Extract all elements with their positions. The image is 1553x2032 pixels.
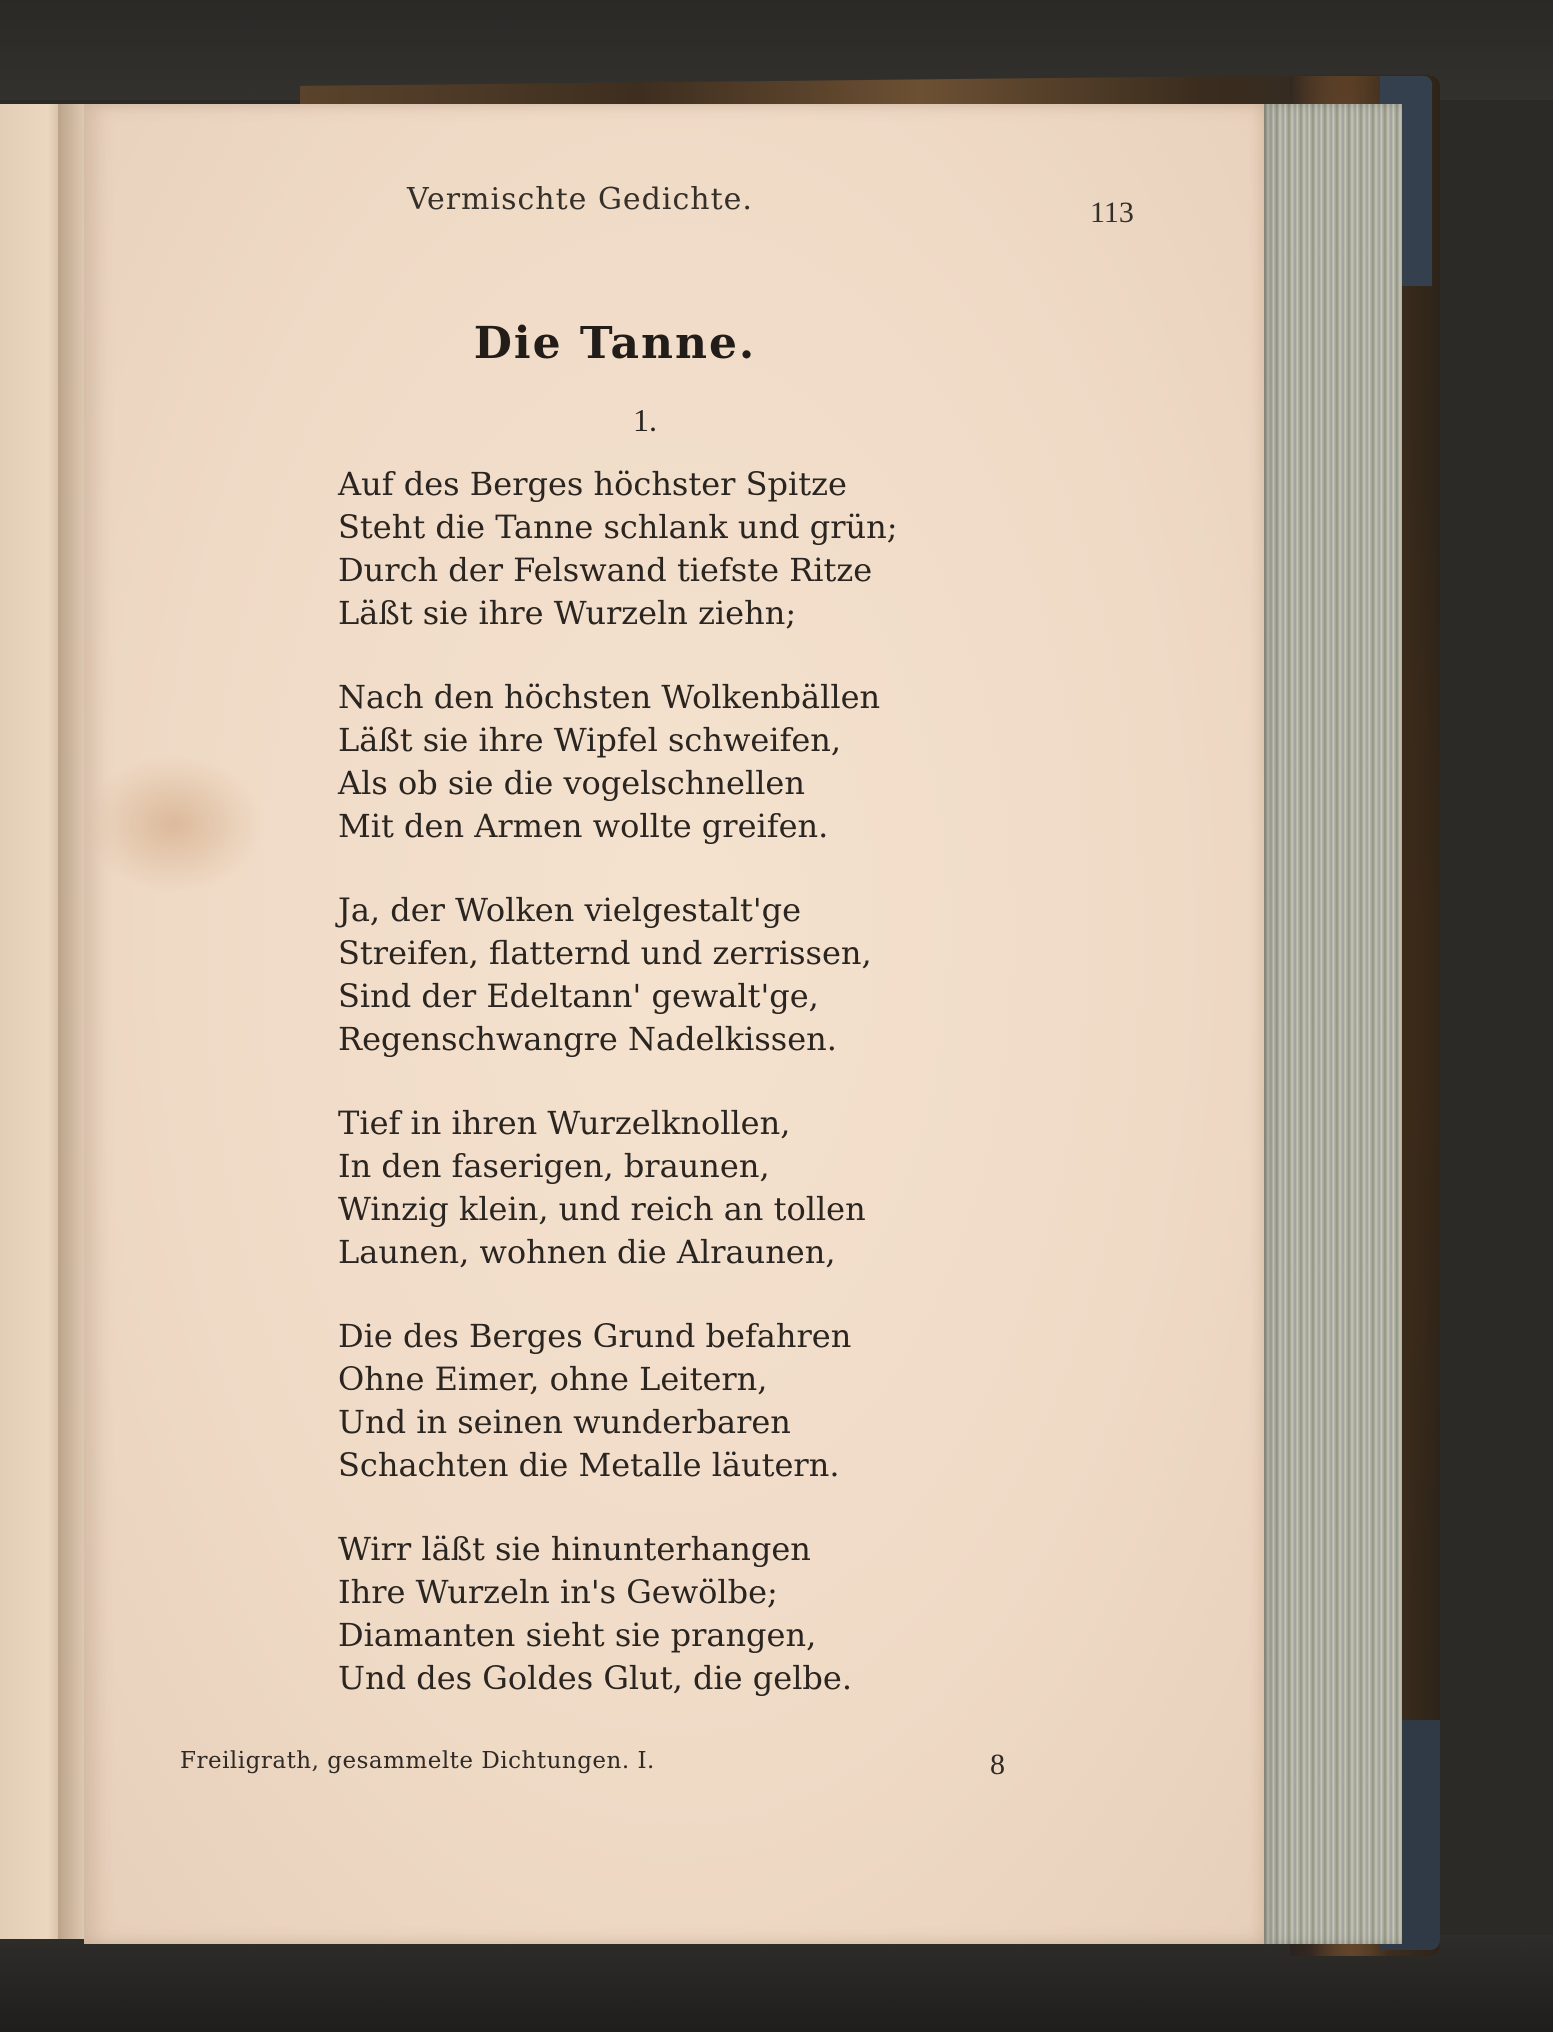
stanza [338, 1528, 958, 1700]
verse-line: Sind der Edeltann' gewalt'ge, [338, 977, 819, 1015]
poem-title: Die Tanne. [473, 318, 757, 369]
page-block-edge [1262, 104, 1402, 1944]
verse-line: Regenschwangre Nadelkissen. [338, 1020, 837, 1058]
imprint-footer: Freiligrath, gesammelte Dichtungen. I. [180, 1748, 655, 1774]
stanza [338, 1315, 958, 1487]
verse-line: Läßt sie ihre Wurzeln ziehn; [338, 594, 797, 632]
verse-line: Läßt sie ihre Wipfel schweifen, [338, 721, 842, 759]
verse-line: Launen, wohnen die Alraunen, [338, 1233, 836, 1271]
stanza [338, 1102, 958, 1274]
verse-line: Ja, der Wolken vielgestalt'ge [338, 891, 802, 929]
page-number: 113 [1090, 196, 1134, 229]
verse-line: Steht die Tanne schlank und grün; [338, 508, 898, 546]
verse-line: Schachten die Metalle läutern. [338, 1446, 840, 1484]
verse-line: Wirr läßt sie hinunterhangen [338, 1530, 811, 1568]
verse-line: In den faserigen, braunen, [338, 1147, 770, 1185]
verse-line: Nach den höchsten Wolkenbällen [338, 678, 881, 716]
stanza [338, 889, 958, 1061]
verse-line: Mit den Armen wollte greifen. [338, 807, 829, 845]
verse-line: Die des Berges Grund befahren [338, 1317, 852, 1355]
poem-body [338, 463, 958, 1741]
verse-line: Auf des Berges höchster Spitze [338, 465, 847, 503]
stanza [338, 463, 958, 635]
signature-mark: 8 [990, 1748, 1005, 1781]
paper-stain [84, 754, 264, 894]
stanza [338, 676, 958, 848]
verse-line: Winzig klein, und reich an tollen [338, 1190, 866, 1228]
verse-line: Tief in ihren Wurzelknollen, [338, 1104, 791, 1142]
verse-line: Diamanten sieht sie prangen, [338, 1616, 817, 1654]
verse-line: Ihre Wurzeln in's Gewölbe; [338, 1573, 778, 1611]
verse-line: Als ob sie die vogelschnellen [338, 764, 805, 802]
section-number: 1. [633, 402, 657, 438]
verse-line: Und des Goldes Glut, die gelbe. [338, 1659, 853, 1697]
verse-line: Durch der Felswand tiefste Ritze [338, 551, 873, 589]
verse-line: Und in seinen wunderbaren [338, 1403, 791, 1441]
running-title: Vermischte Gedichte. [407, 182, 753, 217]
verse-line: Ohne Eimer, ohne Leitern, [338, 1360, 768, 1398]
verse-line: Streifen, flatternd und zerrissen, [338, 934, 872, 972]
